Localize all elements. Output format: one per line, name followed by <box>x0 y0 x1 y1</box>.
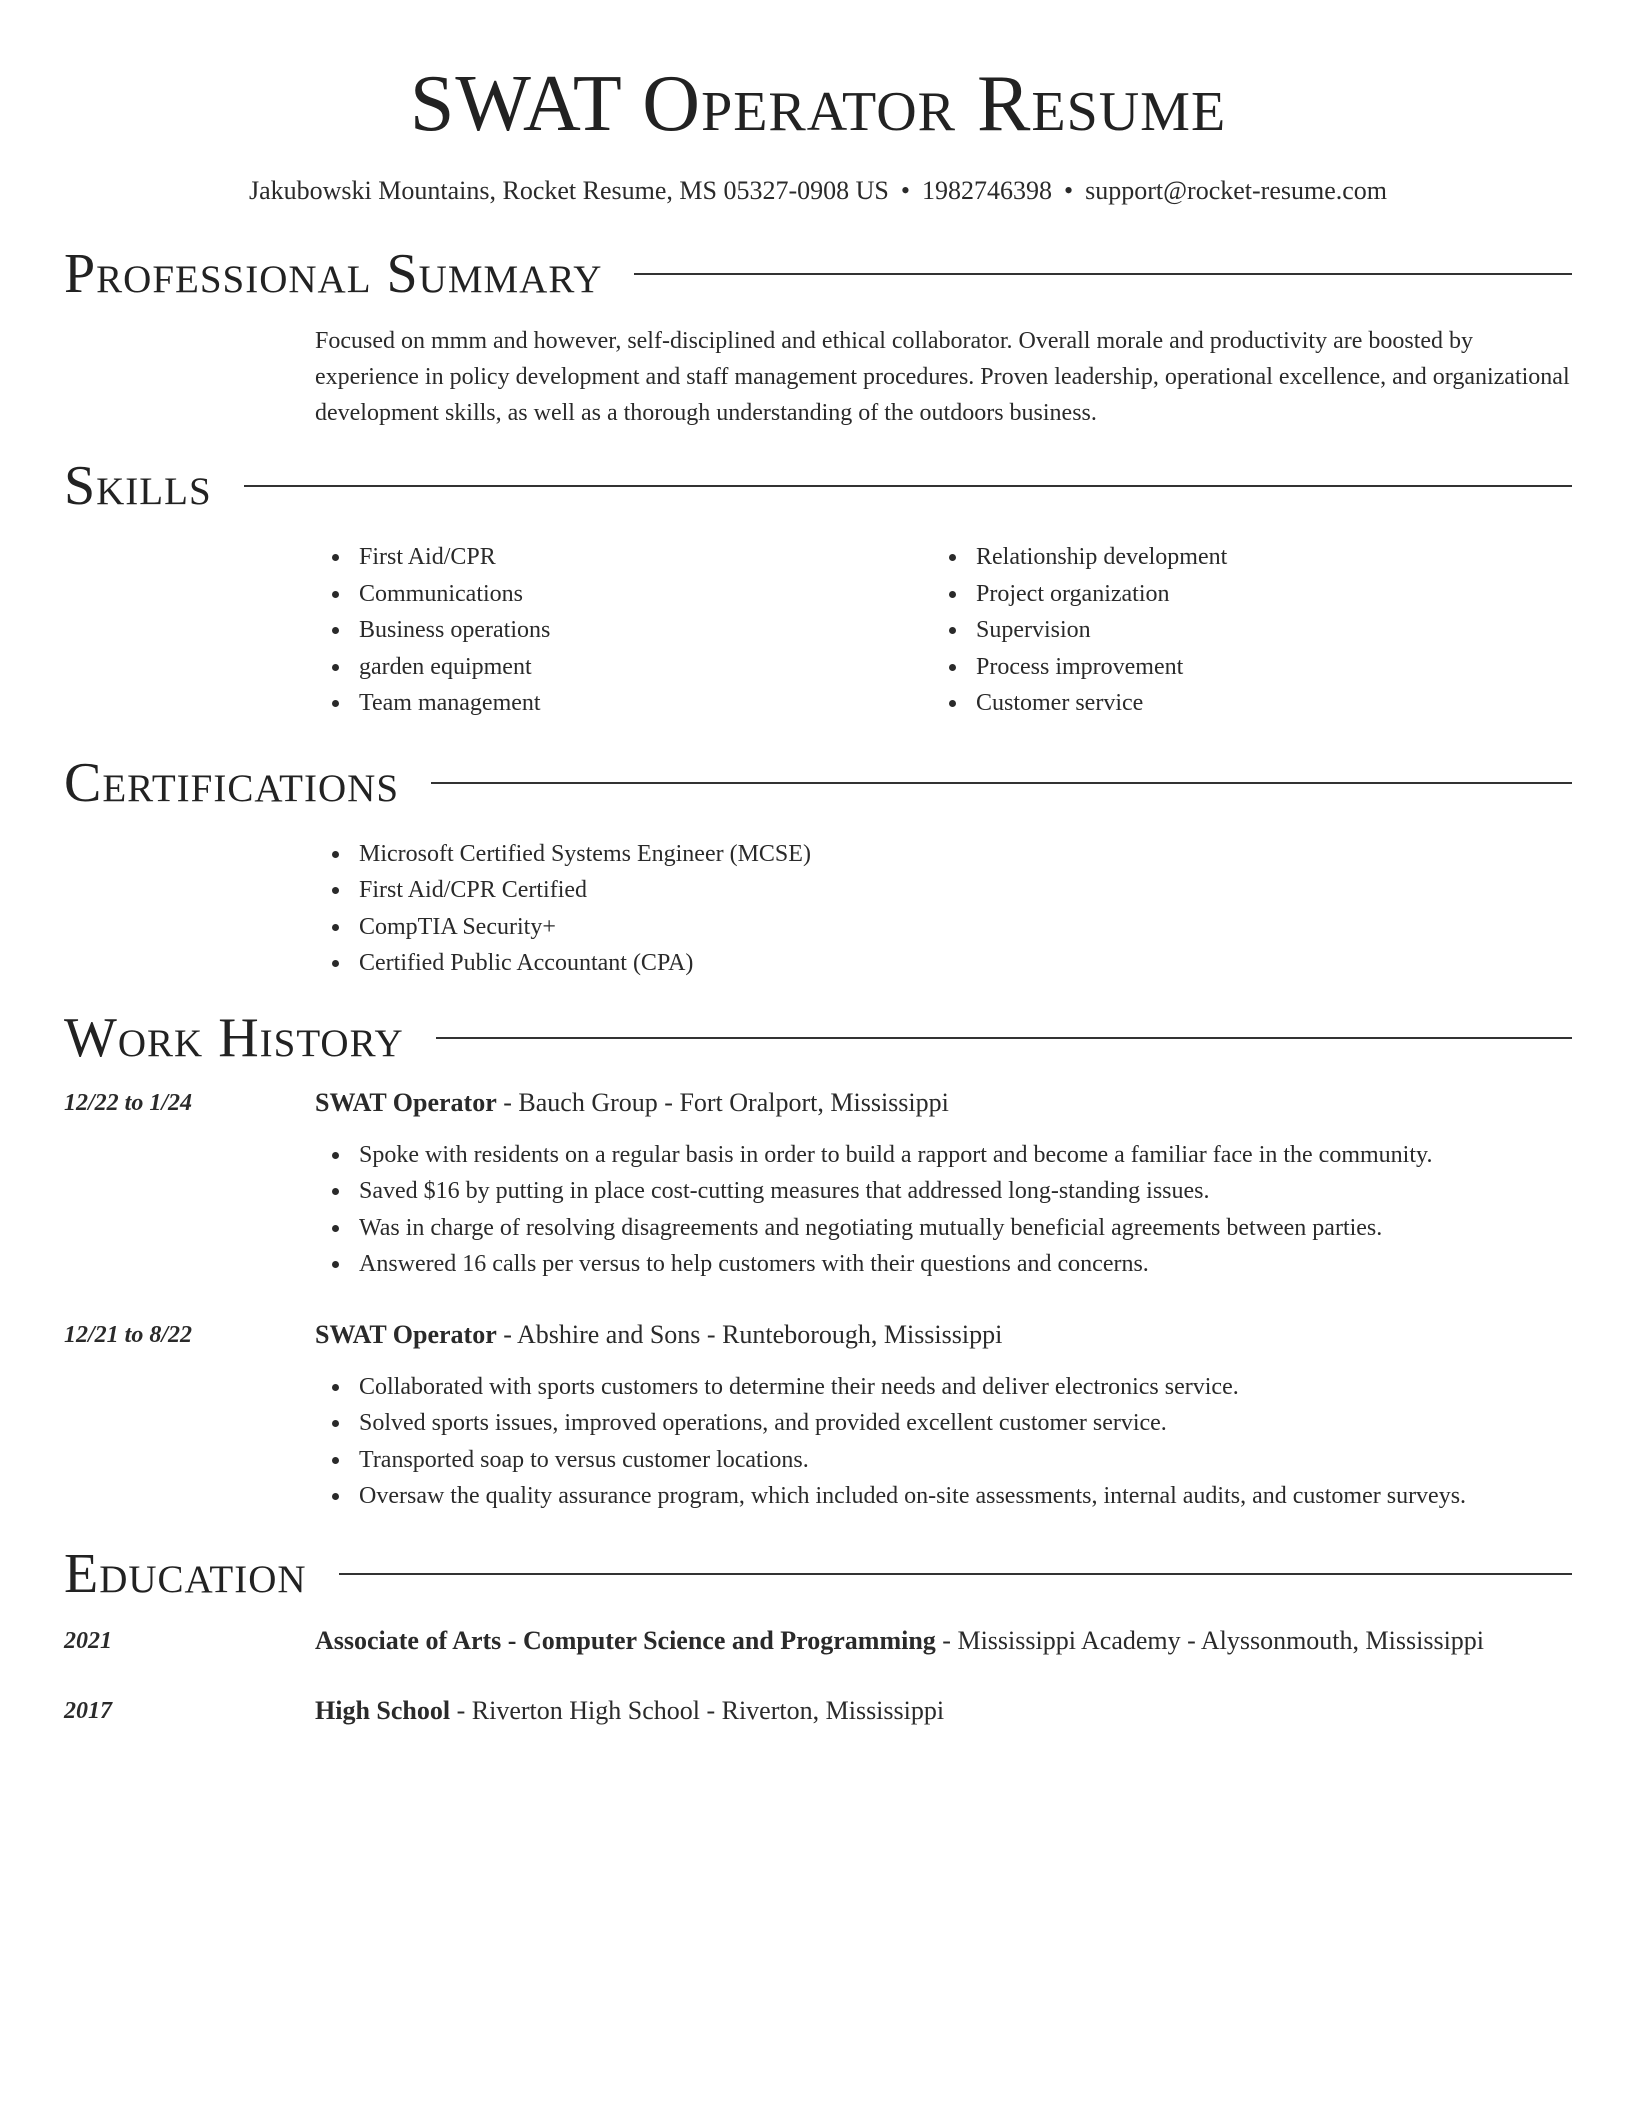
contact-email: support@rocket-resume.com <box>1085 176 1388 205</box>
work-history-section <box>64 1003 1572 1515</box>
certifications-section <box>64 748 1572 982</box>
job-bullet: Spoke with residents on a regular basis in order to build a rapport and become a familiar face in the community. <box>359 1137 1572 1174</box>
skill-item: Project organization <box>976 576 1549 613</box>
education-school: - Mississippi Academy - Alyssonmouth, Mississippi <box>935 1625 1485 1655</box>
skill-item: Process improvement <box>976 649 1549 686</box>
certifications-list <box>315 836 1572 982</box>
work-history-heading: Work History <box>64 1006 404 1069</box>
job-bullet: Oversaw the quality assurance program, which included on-site assessments, internal audits, and customer surveys. <box>359 1478 1572 1515</box>
education-year: 2021 <box>64 1627 112 1654</box>
section-divider <box>339 1573 1572 1575</box>
education-entry <box>64 1693 1572 1729</box>
skill-item: First Aid/CPR <box>359 539 932 576</box>
certifications-heading: Certifications <box>64 751 400 814</box>
certification-item: First Aid/CPR Certified <box>359 872 1572 909</box>
job-entry <box>64 1085 1572 1283</box>
job-dates: 12/21 to 8/22 <box>64 1321 193 1348</box>
education-section <box>64 1539 1572 1729</box>
job-dates: 12/22 to 1/24 <box>64 1089 193 1116</box>
section-header <box>64 748 1572 818</box>
summary-heading: Professional Summary <box>64 243 603 305</box>
certification-item: Certified Public Accountant (CPA) <box>359 945 1572 982</box>
job-bullet: Saved $16 by putting in place cost-cutting measures that addressed long-standing issues. <box>359 1173 1572 1210</box>
resume-title: SWAT Operator Resume <box>409 60 1227 148</box>
summary-section <box>64 239 1572 431</box>
skills-section <box>64 451 1572 722</box>
skills-list-left <box>315 539 932 722</box>
job-bullet: Transported soap to versus customer locations. <box>359 1442 1572 1479</box>
job-bullets <box>315 1137 1572 1283</box>
education-entry <box>64 1623 1572 1659</box>
skills-grid <box>315 539 1572 722</box>
job-body <box>315 1137 1572 1283</box>
skills-list-right <box>932 539 1549 722</box>
section-divider <box>634 273 1572 275</box>
education-heading-line <box>315 1623 1572 1659</box>
skill-item: garden equipment <box>359 649 932 686</box>
resume-page <box>64 0 1572 1729</box>
separator-dot: • <box>900 176 910 205</box>
education-year: 2017 <box>64 1697 112 1724</box>
skill-item: Communications <box>359 576 932 613</box>
education-degree: High School <box>315 1695 451 1725</box>
job-employer: - Bauch Group - Fort Oralport, Mississippi <box>496 1087 949 1117</box>
section-header <box>64 451 1572 521</box>
skill-item: Customer service <box>976 685 1549 722</box>
contact-address: Jakubowski Mountains, Rocket Resume, MS 05327-0908 US <box>248 176 889 205</box>
section-divider <box>436 1037 1572 1039</box>
summary-text: Focused on mmm and however, self-disciplined and ethical collaborator. Overall morale and productivity are boosted by experience in policy development and staff management procedures. Proven leadership, operational excellence, and organizational development skills, as well as a thorough understanding of the outdoors business. <box>315 328 1570 426</box>
job-role: SWAT Operator <box>315 1319 497 1349</box>
section-header <box>64 1003 1572 1073</box>
section-divider <box>431 782 1572 784</box>
certification-item: Microsoft Certified Systems Engineer (MCSE) <box>359 836 1572 873</box>
job-bullet: Collaborated with sports customers to determine their needs and deliver electronics service. <box>359 1369 1572 1406</box>
skills-heading: Skills <box>64 455 212 517</box>
section-header <box>64 239 1572 309</box>
job-employer: - Abshire and Sons - Runteborough, Mississippi <box>496 1319 1003 1349</box>
job-heading <box>315 1317 1572 1353</box>
job-bullet: Was in charge of resolving disagreements and negotiating mutually beneficial agreements between parties. <box>359 1210 1572 1247</box>
job-bullet: Answered 16 calls per versus to help customers with their questions and concerns. <box>359 1246 1572 1283</box>
separator-dot: • <box>1063 176 1074 205</box>
education-heading-line <box>315 1693 1572 1729</box>
job-bullet: Solved sports issues, improved operations, and provided excellent customer service. <box>359 1405 1572 1442</box>
skill-item: Relationship development <box>976 539 1549 576</box>
contact-line <box>64 174 1572 208</box>
education-degree: Associate of Arts - Computer Science and Programming <box>315 1625 936 1655</box>
job-bullets <box>315 1369 1572 1515</box>
section-header <box>64 1539 1572 1609</box>
certifications-content <box>315 836 1572 982</box>
job-heading <box>315 1085 1572 1121</box>
job-role: SWAT Operator <box>315 1087 497 1117</box>
job-body <box>315 1369 1572 1515</box>
skill-item: Business operations <box>359 612 932 649</box>
job-entry <box>64 1317 1572 1515</box>
section-divider <box>244 485 1572 487</box>
contact-phone: 1982746398 <box>921 176 1052 205</box>
education-school: - Riverton High School - Riverton, Mississippi <box>450 1695 945 1725</box>
skill-item: Supervision <box>976 612 1549 649</box>
education-heading: Education <box>64 1542 307 1605</box>
skill-item: Team management <box>359 685 932 722</box>
certification-item: CompTIA Security+ <box>359 909 1572 946</box>
